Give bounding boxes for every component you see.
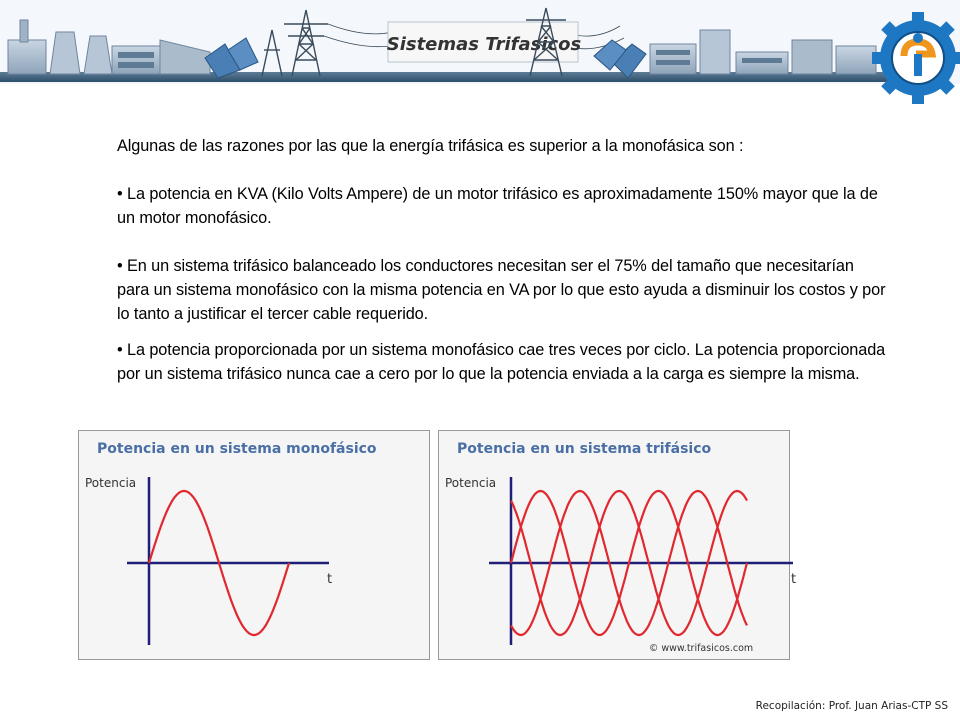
y-axis-label: Potencia	[445, 476, 497, 490]
chart-annotation: © www.trifasicos.com	[648, 643, 754, 654]
chart-single-phase	[78, 430, 430, 660]
gear-logo-icon	[872, 12, 960, 104]
bullet-power-drop: • La potencia proporcionada por un sistema monofásico cae tres veces por ciclo. La potencia proporcionada por un sistema trifásico nunca cae a cero por lo que la potencia enviada a la carga es siempre la misma.	[117, 341, 886, 383]
chart-single-phase-svg	[79, 431, 429, 659]
chart-three-phase-svg	[439, 431, 797, 659]
intro-text: Algunas de las razones por las que la energía trifásica es superior a la monofásica son :	[117, 137, 744, 155]
x-axis-label: t	[791, 572, 797, 587]
banner-title: Sistemas Trifasicos	[386, 34, 582, 55]
chart-title: Potencia en un sistema monofásico	[97, 441, 377, 457]
x-axis-label: t	[327, 572, 333, 587]
body-text	[117, 134, 887, 410]
y-axis-label: Potencia	[85, 476, 137, 490]
chart-title: Potencia en un sistema trifásico	[457, 441, 712, 457]
bullet-kva: • La potencia en KVA (Kilo Volts Ampere) de un motor trifásico es aproximadamente 150% mayor que la de un motor monofásico.	[117, 185, 878, 227]
footer-credit: Recopilación: Prof. Juan Arias-CTP SS	[755, 700, 948, 712]
header-banner	[0, 0, 960, 120]
bullet-conductors: • En un sistema trifásico balanceado los conductores necesitan ser el 75% del tamaño que necesitarían para un sistema monofásico con la misma potencia en VA por lo que esto ayuda a disminuir los costos y por lo tanto a justificar el tercer cable requerido.	[117, 257, 886, 323]
chart-three-phase	[438, 430, 797, 660]
